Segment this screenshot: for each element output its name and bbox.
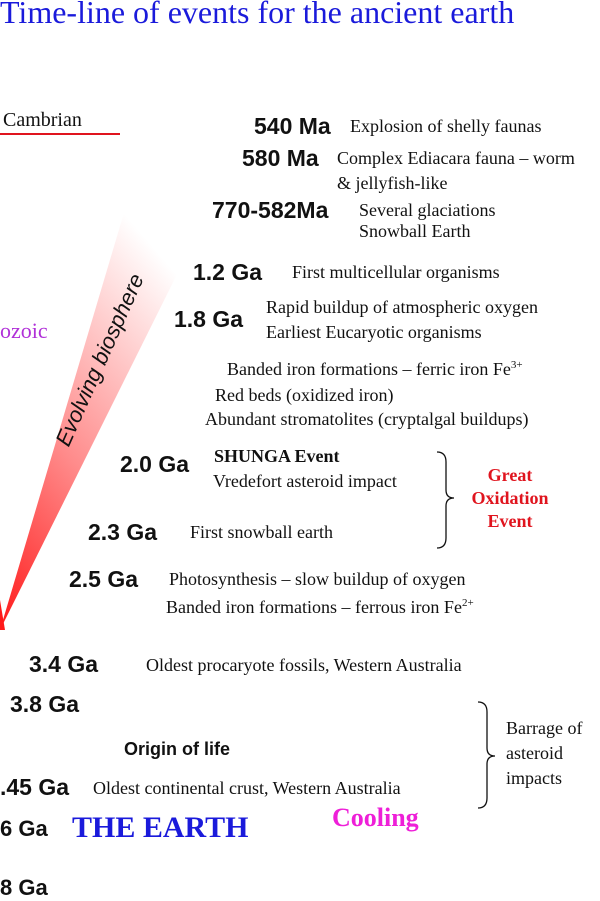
age-1-2ga: 1.2 Ga — [193, 259, 263, 285]
event-text: First multicellular organisms — [292, 262, 500, 282]
event-text-bif-ferrous: Banded iron formations – ferrous iron $Fe^{2+}$ — [166, 597, 474, 617]
cambrian-label: Cambrian — [3, 109, 82, 131]
great-oxidation-line-1: Great — [487, 465, 533, 485]
origin-of-life: Origin of life — [124, 739, 230, 759]
event-text: Vredefort asteroid impact — [213, 471, 397, 491]
wedge-label: Evolving biosphere — [50, 269, 149, 450]
event-text-shunga: SHUNGA Event — [214, 446, 340, 466]
great-oxidation-line-3: Event — [487, 511, 533, 531]
barrage-line-1: Barrage of — [506, 718, 583, 738]
event-text: Oldest continental crust, Western Australia — [93, 778, 401, 798]
cooling-label: Cooling — [332, 803, 419, 832]
age-580ma: 580 Ma — [242, 145, 319, 171]
event-text-bif-ferric: Banded iron formations – ferric iron $Fe^{3+}$ — [227, 359, 523, 379]
great-oxidation-line-2: Oxidation — [471, 488, 549, 508]
age-4-6ga: 6 Ga — [0, 816, 48, 841]
age-2-5ga: 2.5 Ga — [69, 566, 139, 592]
event-text: Complex Ediacara fauna – worm — [337, 148, 575, 168]
event-text: Oldest procaryote fossils, Western Australia — [146, 655, 462, 675]
age-2-0ga: 2.0 Ga — [120, 451, 190, 477]
age-1-8ga: 1.8 Ga — [174, 306, 244, 332]
age-4-45ga: .45 Ga — [0, 774, 70, 800]
event-text: Red beds (oxidized iron) — [215, 385, 394, 405]
barrage-line-3: impacts — [506, 768, 562, 788]
event-text: Photosynthesis – slow buildup of oxygen — [169, 569, 466, 589]
event-text: Snowball Earth — [359, 221, 471, 241]
event-text: Abundant stromatolites (cryptalgal buildups) — [205, 409, 529, 429]
event-text: Earliest Eucaryotic organisms — [266, 322, 482, 342]
event-text: & jellyfish-like — [337, 173, 448, 193]
event-text: Several glaciations — [359, 200, 496, 220]
age-2-3ga: 2.3 Ga — [88, 519, 158, 545]
age-540ma: 540 Ma — [254, 113, 331, 139]
event-text: Rapid buildup of atmospheric oxygen — [266, 297, 538, 317]
age-3-4ga: 3.4 Ga — [29, 651, 99, 677]
event-text: First snowball earth — [190, 522, 333, 542]
age-3-8ga: 3.8 Ga — [10, 691, 80, 717]
event-text: Explosion of shelly faunas — [350, 116, 542, 136]
age-770-582ma: 770-582Ma — [212, 197, 329, 223]
proterozoic-label: ozoic — [0, 318, 48, 343]
the-earth-label: THE EARTH — [72, 811, 249, 844]
age-4-8ga: 8 Ga — [0, 875, 48, 900]
barrage-line-2: asteroid — [506, 743, 563, 763]
page-title: Time-line of events for the ancient earth — [0, 0, 515, 30]
